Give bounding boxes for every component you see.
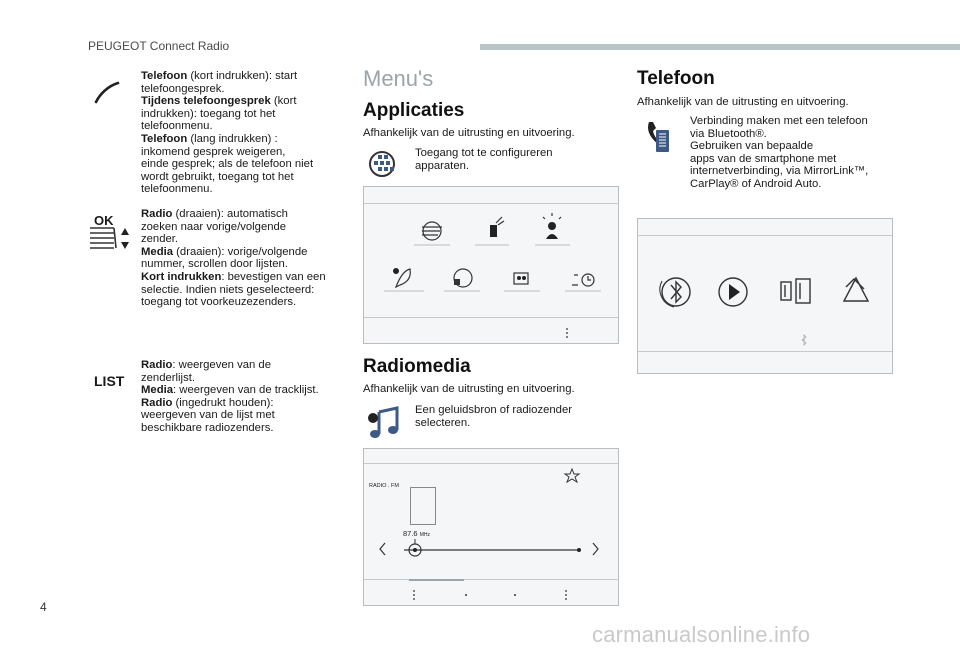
text-line: telefoongesprek. <box>141 82 225 95</box>
text-line: weergeven van de lijst met <box>141 409 275 422</box>
music-note-icon <box>366 404 402 440</box>
text-line: telefoonmenu. <box>141 183 213 196</box>
ok-label: OK <box>94 213 114 228</box>
text-line: wordt gebruikt, toegang tot het <box>141 170 294 183</box>
radio-band-label: RADIO . FM <box>369 483 399 489</box>
text-line: Tijdens telefoongesprek (kort <box>141 95 297 108</box>
applicaties-icon-text: Toegang tot te configureren apparaten. <box>415 147 553 172</box>
text-line: Media: weergeven van de tracklijst. <box>141 384 319 397</box>
text-line: Media (draaien): vorige/volgende <box>141 245 308 258</box>
telefoon-title: Telefoon <box>637 68 715 89</box>
text-line: selectie. Indien niets geselecteerd: <box>141 283 315 296</box>
phone-connect-icon <box>642 116 676 156</box>
radio-frequency: 87.6 MHz <box>403 529 430 538</box>
menus-title: Menu's <box>363 66 434 91</box>
phone-description <box>141 70 351 196</box>
telefoon-screen <box>637 218 893 374</box>
text-line: indrukken): toegang tot het <box>141 107 276 120</box>
text-line: Kort indrukken: bevestigen van een <box>141 270 326 283</box>
apps-grid-icon <box>366 148 402 180</box>
scroll-wheel-icon <box>88 226 134 252</box>
telefoon-description: Afhankelijk van de uitrusting en uitvoering. <box>637 96 849 108</box>
text-line: einde gesprek; als de telefoon niet <box>141 158 314 171</box>
text-line: beschikbare radiozenders. <box>141 421 274 434</box>
radiomedia-description: Afhankelijk van de uitrusting en uitvoering. <box>363 383 575 395</box>
radiomedia-icon-text: Een geluidsbron of radiozender selecteren. <box>415 404 573 429</box>
text-line: nummer, scrollen door lijsten. <box>141 258 288 271</box>
applicaties-description: Afhankelijk van de uitrusting en uitvoering. <box>363 127 575 139</box>
text-line: inkomend gesprek weigeren, <box>141 145 286 158</box>
telefoon-icon-text: Verbinding maken met een telefoon via Bluetooth®. Gebruiken van bepaalde apps van de smartphone met internetverbinding, via MirrorLink™, CarPlay® of Android Auto. <box>690 115 869 190</box>
header-title: PEUGEOT Connect Radio <box>88 39 230 53</box>
text-line: Radio (draaien): automatisch <box>141 208 288 220</box>
text-line: toegang tot voorkeuzezenders. <box>141 296 297 309</box>
list-label: LIST <box>94 373 125 389</box>
text-line: Telefoon (kort indrukken): start <box>141 70 298 82</box>
text-line: zender. <box>141 233 179 246</box>
list-description <box>141 359 351 435</box>
watermark: carmanualsonline.info <box>592 622 811 647</box>
text-line: Telefoon (lang indrukken) : <box>141 132 278 145</box>
page-number: 4 <box>40 600 47 614</box>
radio-screen <box>363 448 619 606</box>
phone-handset-icon <box>92 80 122 106</box>
applicaties-title: Applicaties <box>363 100 465 121</box>
ok-description <box>141 208 351 309</box>
header-bar <box>480 44 960 50</box>
text-line: Radio: weergeven van de <box>141 359 271 371</box>
applicaties-screen <box>363 186 619 344</box>
text-line: zoeken naar vorige/volgende <box>141 220 287 233</box>
text-line: telefoonmenu. <box>141 120 213 133</box>
text-line: Radio (ingedrukt houden): <box>141 396 274 409</box>
text-line: zenderlijst. <box>141 371 195 384</box>
radiomedia-title: Radiomedia <box>363 356 471 377</box>
